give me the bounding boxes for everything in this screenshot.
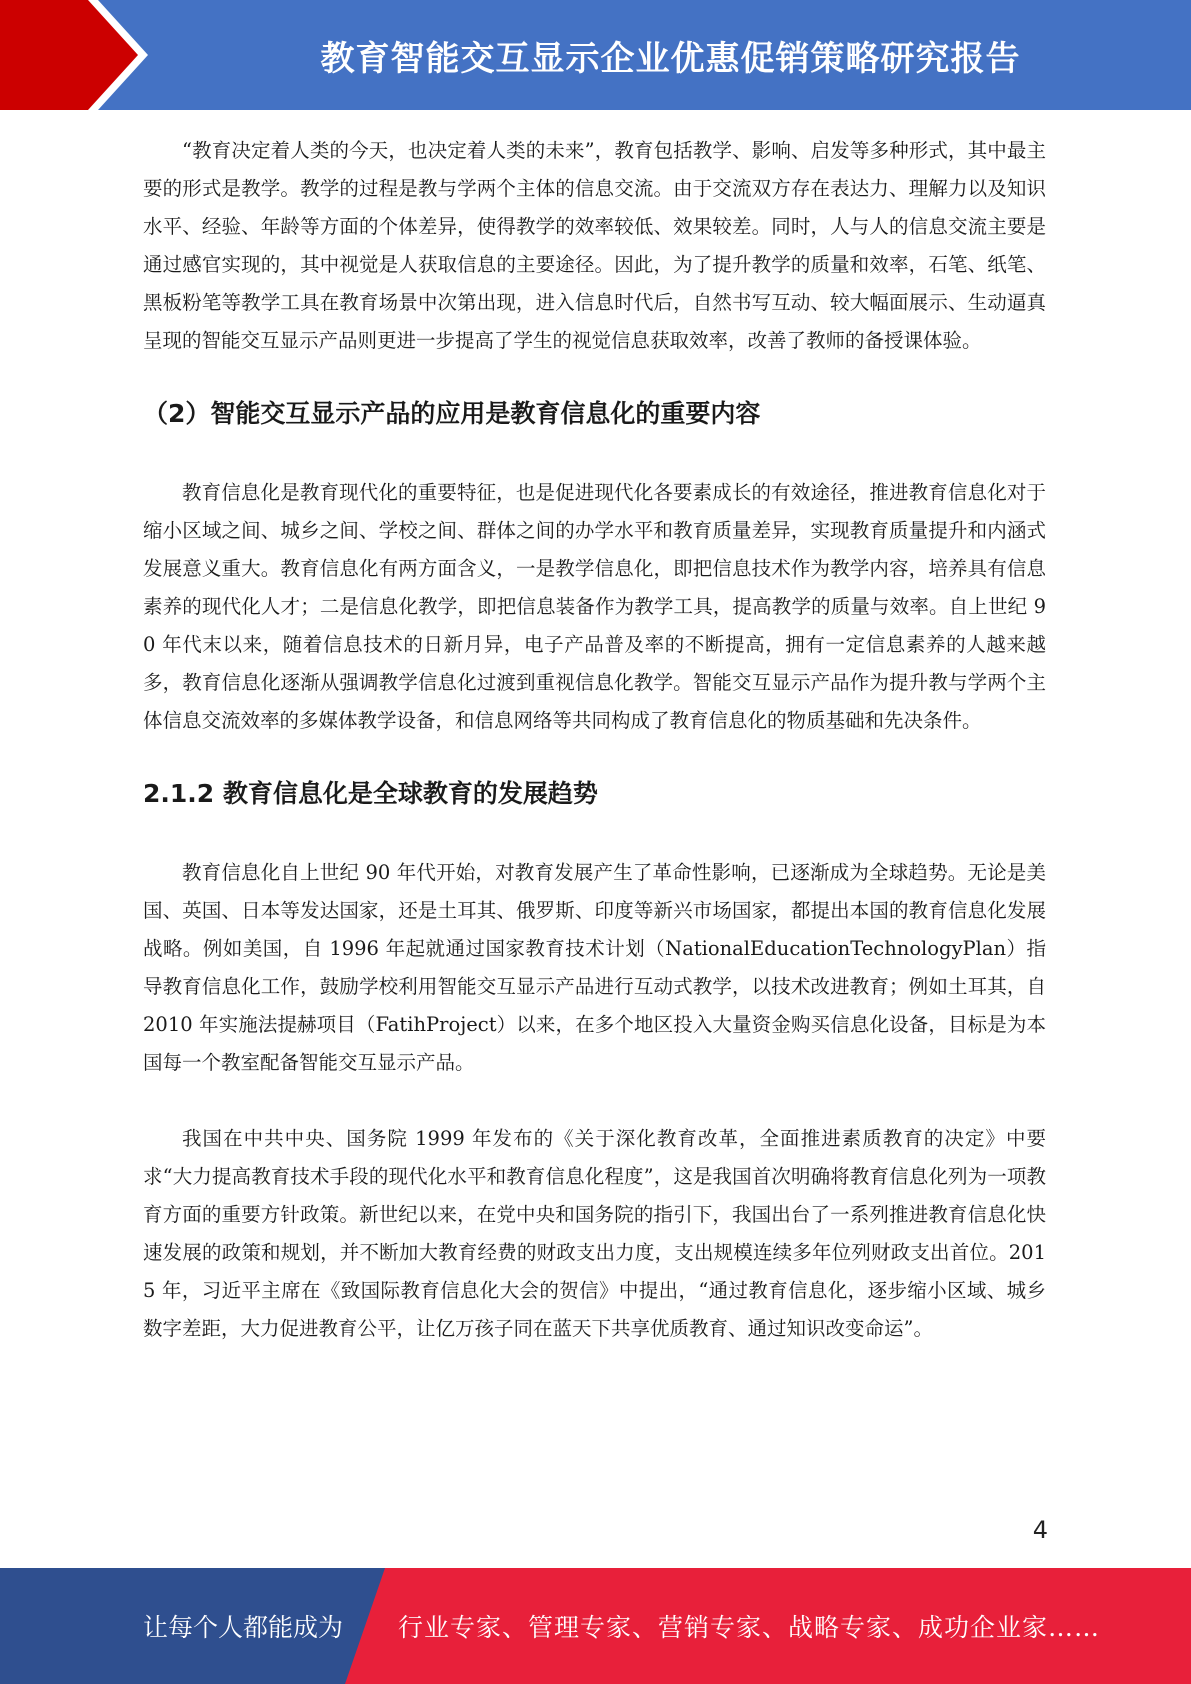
body-paragraph: “教育决定着人类的今天，也决定着人类的未来”，教育包括教学、影响、启发等多种形式，其中最主要的形式是教学。教学的过程是教与学两个主体的信息交流。由于交流双方存在表达力、理解力以及知识水平、经验、年龄等方面的个体差异，使得教学的效率较低、效果较差。同时，人与人的信息交流主要是通过感官实现的，其中视觉是人获取信息的主要途径。因此，为了提升教学的质量和效率，石笔、纸笔、黑板粉笔等教学工具在教育场景中次第出现，进入信息时代后，自然书写互动、较大幅面展示、生动逼真呈现的智能交互显示产品则更进一步提高了学生的视觉信息获取效率，改善了教师的备授课体验。 xyxy=(143,139,1046,352)
page-header xyxy=(0,0,1191,110)
body-paragraph: 教育信息化是教育现代化的重要特征，也是促进现代化各要素成长的有效途径，推进教育信息化对于缩小区域之间、城乡之间、学校之间、群体之间的办学水平和教育质量差异，实现教育质量提升和内涵式发展意义重大。教育信息化有两方面含义，一是教学信息化，即把信息技术作为教学内容，培养具有信息素养的现代化人才；二是信息化教学，即把信息装备作为教学工具，提高教学的质量与效率。自上世纪 90 年代末以来，随着信息技术的日新月异，电子产品普及率的不断提高，拥有一定信息素养的人越来越多，教育信息化逐渐从强调教学信息化过渡到重视信息化教学。智能交互显示产品作为提升教与学两个主体信息交流效率的多媒体教学设备，和信息网络等共同构成了教育信息化的物质基础和先决条件。 xyxy=(143,481,1046,732)
red-chevron-icon xyxy=(0,0,160,110)
footer-slogan-right: 行业专家、管理专家、营销专家、战略专家、成功企业家…… xyxy=(398,1613,1101,1642)
report-title: 教育智能交互显示企业优惠促销策略研究报告 xyxy=(320,38,1021,79)
section-heading: 2.1.2 教育信息化是全球教育的发展趋势 xyxy=(143,779,598,808)
body-paragraph: 我国在中共中央、国务院 1999 年发布的《关于深化教育改革，全面推进素质教育的决定》中要求“大力提高教育技术手段的现代化水平和教育信息化程度”，这是我国首次明确将教育信息化列为一项教育方面的重要方针政策。新世纪以来，在党中央和国务院的指引下，我国出台了一系列推进教育信息化快速发展的政策和规划，并不断加大教育经费的财政支出力度，支出规模连续多年位列财政支出首位。2015 年，习近平主席在《致国际教育信息化大会的贺信》中提出，“通过教育信息化，逐步缩小区域、城乡数字差距，大力促进教育公平，让亿万孩子同在蓝天下共享优质教育、通过知识改变命运”。 xyxy=(143,1127,1046,1340)
page-footer xyxy=(0,1568,1191,1684)
footer-slogan-left: 让每个人都能成为 xyxy=(143,1613,344,1642)
section-heading: （2）智能交互显示产品的应用是教育信息化的重要内容 xyxy=(143,399,761,428)
main-content xyxy=(143,132,1046,1348)
page-number: 4 xyxy=(1032,1516,1048,1544)
body-paragraph: 教育信息化自上世纪 90 年代开始，对教育发展产生了革命性影响，已逐渐成为全球趋势。无论是美国、英国、日本等发达国家，还是土耳其、俄罗斯、印度等新兴市场国家，都提出本国的教育信息化发展战略。例如美国，自 1996 年起就通过国家教育技术计划（NationalEducationTechnologyPlan）指导教育信息化工作，鼓励学校利用智能交互显示产品进行互动式教学，以技术改进教育；例如土耳其，自 2010 年实施法提赫项目（FatihProject）以来，在多个地区投入大量资金购买信息化设备，目标是为本国每一个教室配备智能交互显示产品。 xyxy=(143,861,1046,1074)
